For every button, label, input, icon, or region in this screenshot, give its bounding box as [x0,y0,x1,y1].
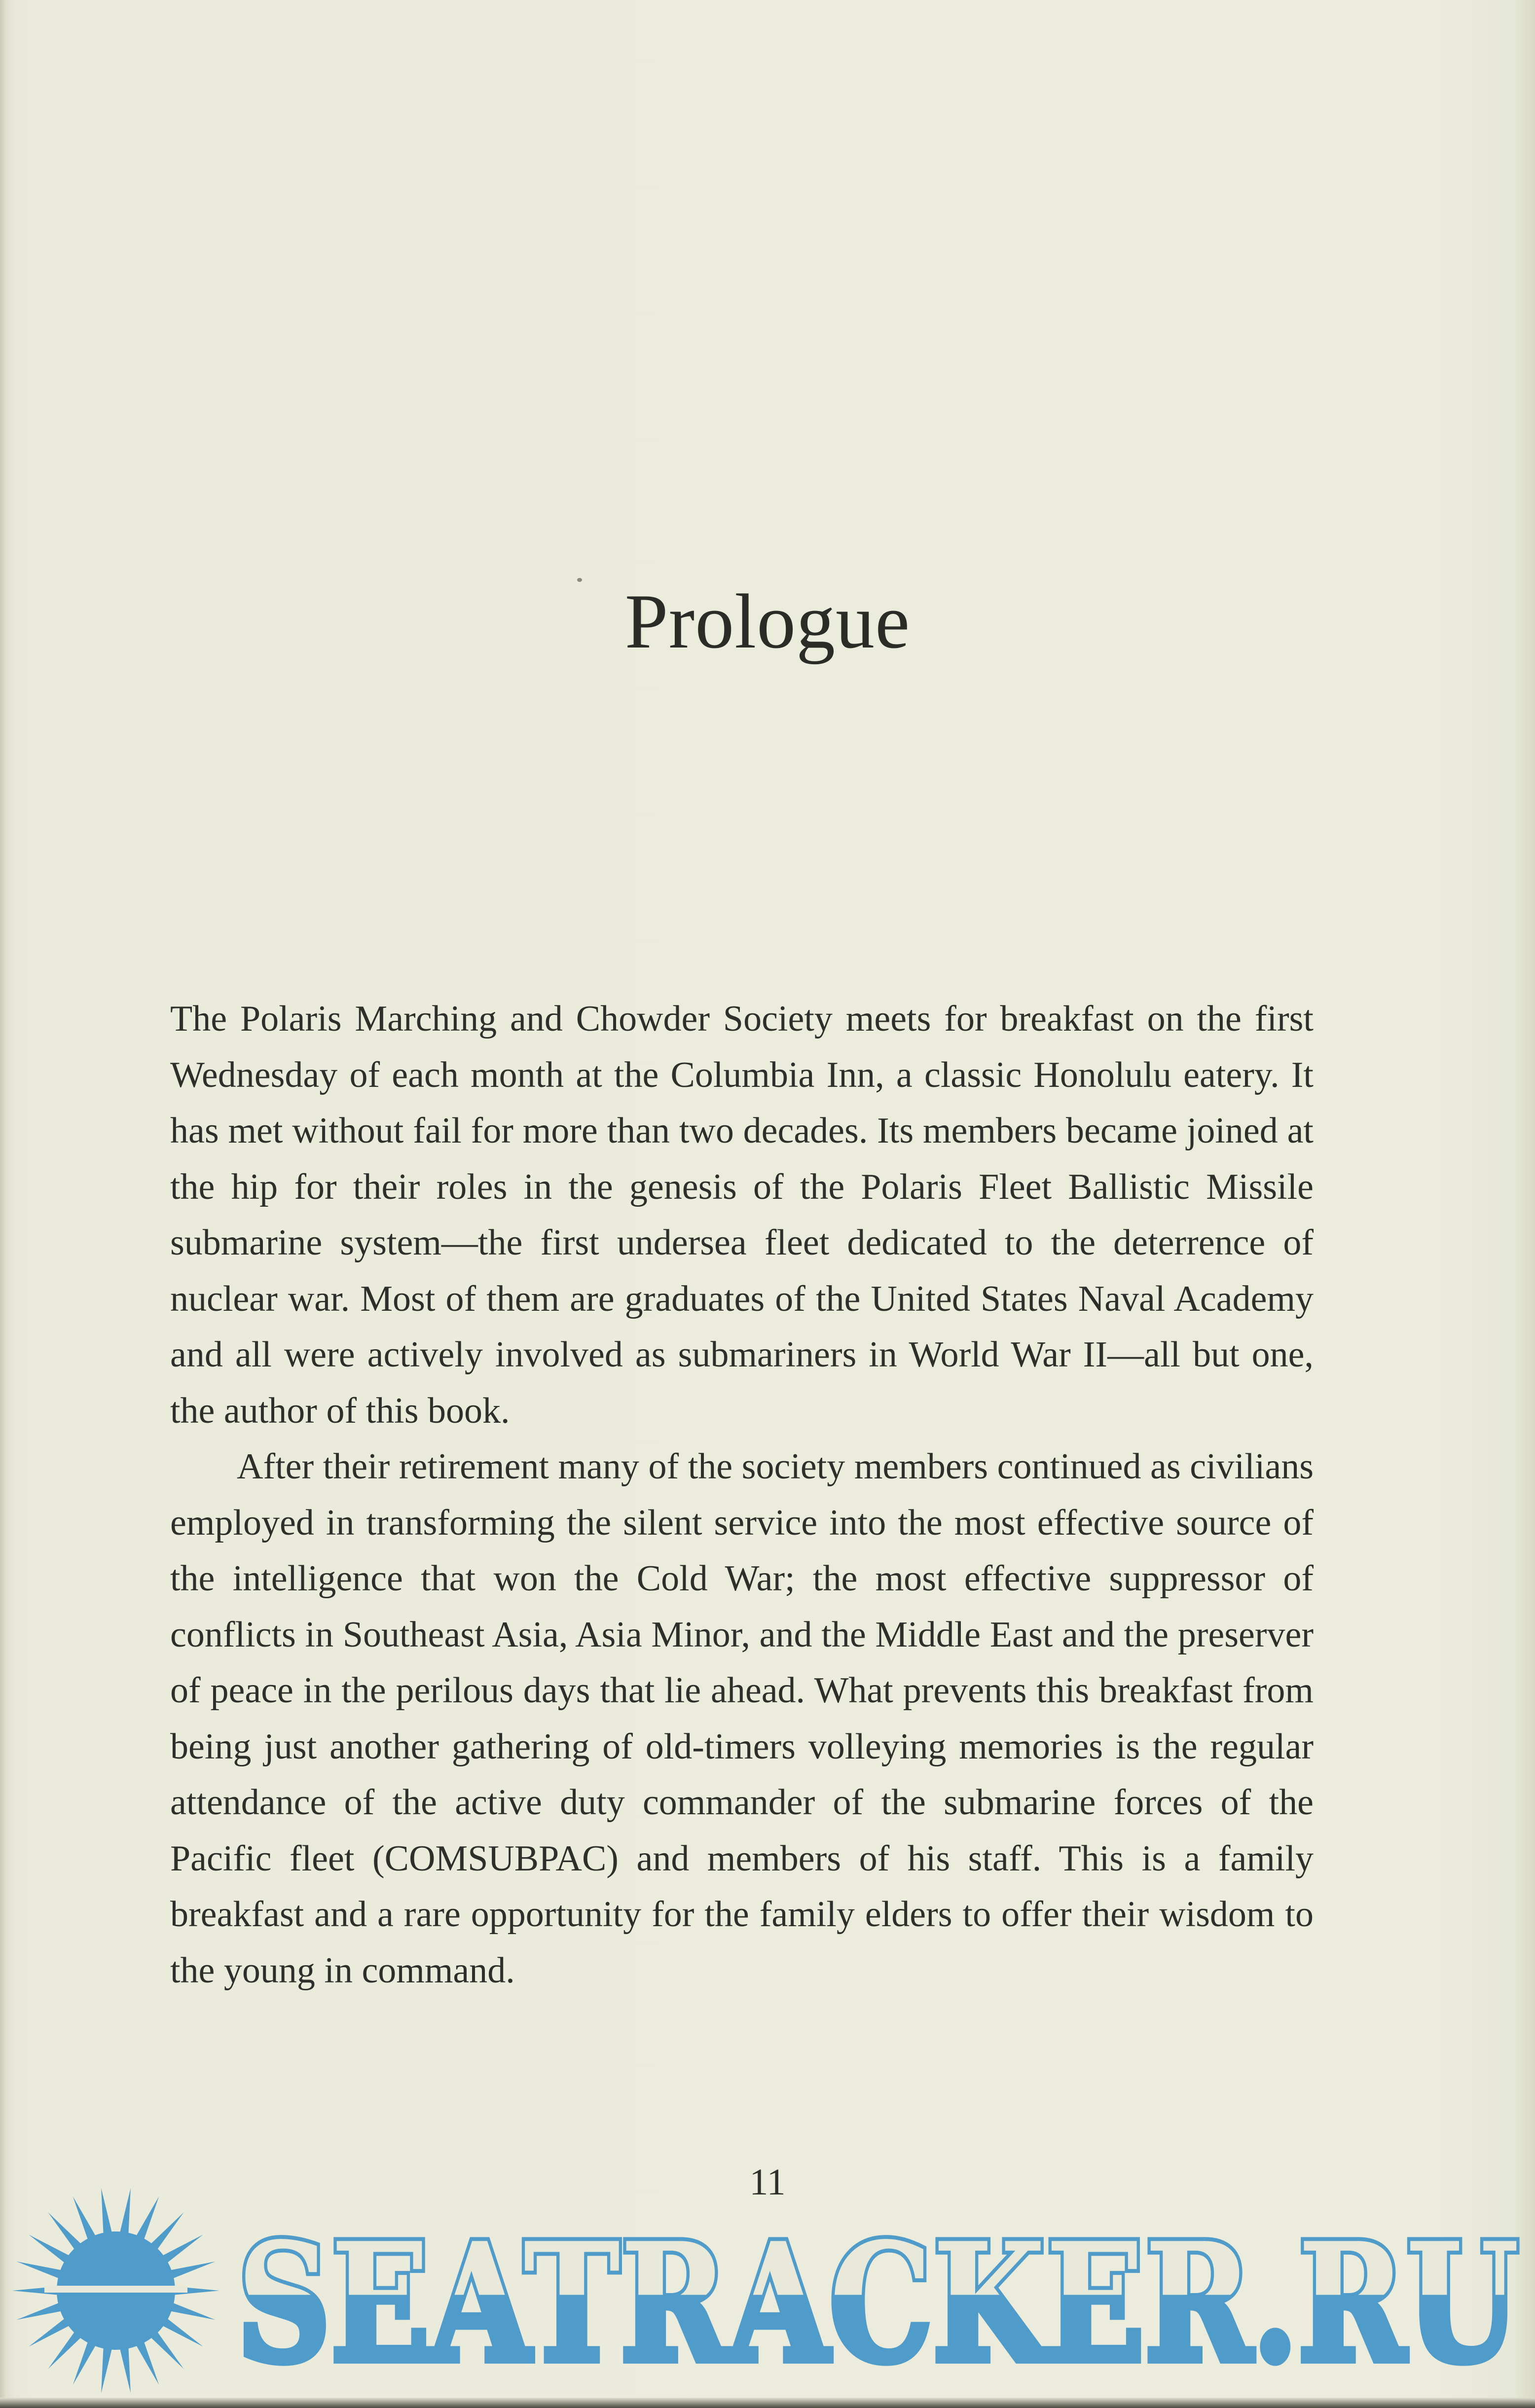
sun-ray [101,2188,112,2235]
sun-ray [149,2212,183,2251]
sun-ray [73,2196,97,2241]
page-left-edge [0,0,7,2408]
sun-ray [169,2262,215,2279]
sun-ray [149,2331,183,2369]
sun-ray [119,2346,131,2393]
sun-ray [73,2340,97,2385]
sun-ray [29,2317,71,2346]
sun-logo-icon [0,2185,232,2397]
sun-ray [161,2234,203,2264]
sun-ray [119,2188,131,2235]
sun-ray [48,2212,82,2251]
sun-ray [161,2317,203,2346]
sun-ray [101,2346,112,2393]
sun-ray [29,2234,71,2264]
watermark-text: SEATRACKER.RU [237,2207,1519,2397]
body-text [170,991,1314,1999]
page-number: 11 [749,2161,786,2203]
sun-ray [169,2302,215,2320]
paragraph-1: The Polaris Marching and Chowder Society meets for breakfast on the first Wednesday of each month at the Columbia Inn, a classic Honolulu eatery. It has met without fail for more than two decades. Its members became joined at the hip for their roles in the genesis of the Polaris Fleet Ballistic Missile submarine system—the first undersea fleet dedicated to the deterrence of nuclear war. Most of them are graduates of the United States Naval Academy and all were actively involved as submariners in World War II—all but one, the author of this book. [170,999,1314,1431]
paragraph-2: After their retirement many of the society members continued as civilians employed in transforming the silent service into the most effective source of the intelligence that won the Cold War; the most effective suppressor of conflicts in Southeast Asia, Asia Minor, and the Middle East and the preserver of peace in the perilous days that lie ahead. What prevents this breakfast from being just another gathering of old-timers volleying memories is the regular attendance of the active duty commander of the submarine forces of the Pacific fleet (COMSUBPAC) and members of his staff. This is a family breakfast and a rare opportunity for the family elders to offer their wisdom to the young in command. [170,1446,1314,1991]
chapter-title: Prologue [624,578,911,665]
watermark [0,2185,1535,2397]
watermark-text-graphic [232,2185,1535,2397]
sun-ray [17,2302,63,2320]
page-bottom-edge [0,2398,1535,2408]
sun-ray [48,2331,82,2369]
sun-ray [17,2262,63,2279]
sun-ray [135,2196,159,2241]
sun-ray [135,2340,159,2385]
